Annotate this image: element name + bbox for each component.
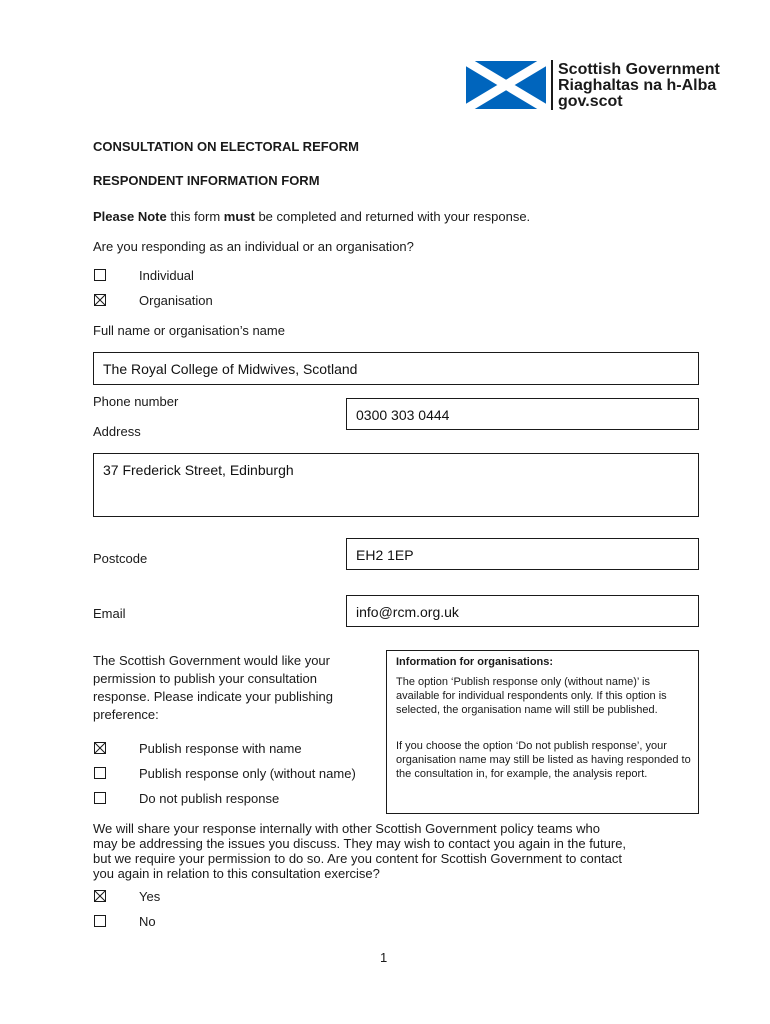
publish-intro-line-2: permission to publish your consultation [93,671,318,686]
respondent-question: Are you responding as an individual or an organisation? [93,239,414,254]
publish-intro-line-1: The Scottish Government would like your [93,653,330,668]
do-not-publish-label: Do not publish response [139,791,280,806]
phone-label: Phone number [93,394,179,409]
individual-label: Individual [139,268,194,283]
postcode-value: EH2 1EP [356,547,414,563]
note-text-part1: this form [166,209,224,224]
share-text-line-2: may be addressing the issues you discuss. They may wish to contact you again in the future, [93,836,627,851]
please-note-text [93,209,530,225]
share-text-line-3: but we require your permission to do so. Are you content for Scottish Government to contact [93,851,622,866]
info-box-paragraph-1: The option ‘Publish response only (without name)’ is available for individual respondents only. If this option is selected, the organisation name will still be published. [396,676,667,716]
logo-line-english: Scottish Government [558,61,720,78]
page-number: 1 [380,950,388,965]
full-name-value: The Royal College of Midwives, Scotland [103,361,358,377]
email-field[interactable] [346,595,699,627]
contact-no-checkbox[interactable] [94,915,106,927]
logo-line-web: gov.scot [558,93,623,110]
phone-value: 0300 303 0444 [356,407,450,423]
address-value: 37 Frederick Street, Edinburgh [103,462,294,478]
document-title: CONSULTATION ON ELECTORAL REFORM [93,139,360,154]
share-text-line-4: you again in relation to this consultation exercise? [93,866,380,881]
note-bold-must: must [223,209,255,224]
note-bold-please-note: Please Note [93,209,167,224]
contact-yes-label: Yes [139,889,161,904]
info-box-paragraph-2: If you choose the option ‘Do not publish response’, your organisation name may still be listed as having responded to the consultation in, for example, the analysis report. [396,740,691,780]
publish-with-name-checkbox[interactable] [94,742,106,754]
contact-yes-checkbox[interactable] [94,890,106,902]
publish-without-name-checkbox[interactable] [94,767,106,779]
postcode-label: Postcode [93,551,148,566]
publish-intro-line-4: preference: [93,707,159,722]
email-value: info@rcm.org.uk [356,604,459,620]
info-box-heading: Information for organisations: [396,656,554,668]
individual-checkbox[interactable] [94,269,106,281]
saltire-flag-icon [466,61,546,109]
note-text-part2: be completed and returned with your response. [254,209,531,224]
checkbox-cross-icon [95,891,105,901]
document-subtitle: RESPONDENT INFORMATION FORM [93,173,320,188]
organisations-info-box [386,650,699,814]
postcode-field[interactable] [346,538,699,570]
address-label: Address [93,424,141,439]
checkbox-cross-icon [95,743,105,753]
full-name-field[interactable] [93,352,699,385]
publish-with-name-label: Publish response with name [139,741,302,756]
organisation-label: Organisation [139,293,213,308]
full-name-label: Full name or organisation’s name [93,323,285,338]
do-not-publish-checkbox[interactable] [94,792,106,804]
logo-divider [551,60,553,110]
share-text-line-1: We will share your response internally with other Scottish Government policy teams who [93,821,600,836]
organisation-checkbox[interactable] [94,294,106,306]
checkbox-cross-icon [95,295,105,305]
scottish-government-logo [466,60,738,110]
logo-line-gaelic: Riaghaltas na h-Alba [558,77,717,94]
phone-field[interactable] [346,398,699,430]
publish-without-name-label: Publish response only (without name) [139,766,356,781]
email-label: Email [93,606,126,621]
publish-intro-line-3: response. Please indicate your publishing [93,689,333,704]
contact-no-label: No [139,914,156,929]
address-field[interactable] [93,453,699,517]
